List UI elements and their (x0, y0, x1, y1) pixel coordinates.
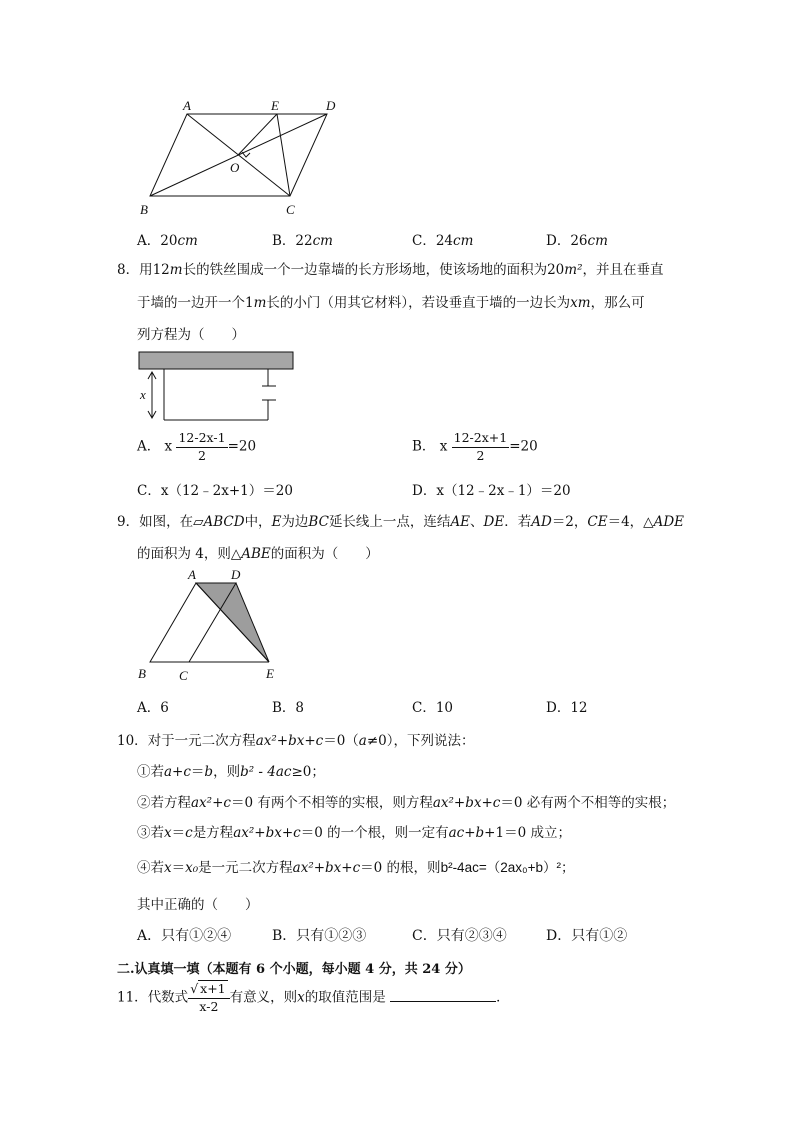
variable: DE (483, 514, 505, 530)
text: ＝ (190, 764, 205, 780)
q9-option-b[interactable] (272, 696, 304, 716)
q7-right-angle-mark (242, 152, 250, 157)
q8-wall (139, 352, 293, 369)
text: 长的铁丝围成一个一边靠墙的长方形场地，使该场地的面积为 (182, 262, 548, 278)
option-text: 只有①②③ (296, 928, 367, 944)
text: ＝0 的一个根，则一定有 (300, 825, 449, 841)
option-unit: cm (587, 233, 608, 249)
text: 的取值范围是 (304, 989, 386, 1006)
q7-label-a: A (183, 98, 191, 113)
fraction (176, 432, 227, 462)
option-variable: x (164, 438, 173, 455)
text: ．若 (504, 514, 532, 530)
q10-statement-1 (137, 760, 325, 780)
variable: ▱ABCD (193, 514, 245, 530)
option-letter: C． (412, 700, 436, 716)
option-value: 10 (435, 700, 454, 716)
option-unit: cm (453, 233, 474, 249)
q9-label-c: C (179, 668, 188, 683)
variable: xm (570, 295, 591, 311)
q9-label-e: E (266, 666, 274, 681)
text: ，那么可 (590, 295, 645, 311)
text: ③若 (137, 825, 164, 841)
text: 中， (244, 514, 272, 530)
unit: m (169, 262, 183, 278)
option-text: 只有①②④ (161, 928, 232, 944)
q10-statement-2 (137, 791, 675, 811)
variable: b (204, 764, 214, 780)
option-rhs: =20 (227, 438, 257, 455)
option-rhs: =20 (509, 438, 538, 455)
numerator: 12-2x-1 (176, 432, 227, 448)
q9-figure (132, 566, 292, 684)
text: 的面积为（ ） (270, 546, 379, 562)
text: ＝0（ (323, 733, 359, 749)
text: 、 (470, 514, 484, 530)
option-letter: B． (272, 928, 297, 944)
variable: x (297, 989, 305, 1006)
variable: x (164, 825, 172, 841)
q7-option-a[interactable] (137, 229, 198, 249)
equation: ac+b (448, 825, 485, 841)
q7-option-c[interactable] (412, 229, 473, 249)
text: 为边 (281, 514, 309, 530)
answer-blank[interactable] (390, 989, 496, 1002)
variable: x₀ (185, 860, 199, 876)
option-value: 24 (435, 233, 454, 249)
option-value: 26 (570, 233, 588, 249)
q7-figure (130, 92, 360, 222)
q9-option-d[interactable] (546, 696, 588, 716)
text: 12 (152, 262, 170, 278)
text: ＝0 的根，则 (360, 860, 441, 876)
variable: a (358, 733, 367, 749)
text: 于墙的一边开一个 (137, 295, 245, 311)
option-letter: B． (272, 233, 296, 249)
q8-option-a[interactable] (137, 432, 256, 462)
q10-statement-3 (137, 821, 571, 841)
q10-option-a[interactable] (137, 925, 231, 945)
variable: AE (450, 514, 471, 530)
q8-line-2 (137, 291, 645, 311)
text: 长的小门（用其它材料），若设垂直于墙的一边长为 (266, 295, 571, 311)
fraction (452, 432, 510, 462)
question-number: 11． (117, 989, 148, 1006)
option-unit: cm (177, 233, 198, 249)
text: 是一元二次方程 (198, 860, 293, 876)
text: 1 (245, 295, 254, 311)
radicand: x+1 (200, 981, 226, 996)
variable: AD (531, 514, 552, 530)
option-variable: x (439, 438, 448, 455)
text: ，则 (213, 764, 241, 780)
equation: ax²+bx+c (255, 733, 324, 749)
text: 代数式 (147, 989, 189, 1006)
q8-option-c[interactable] (137, 479, 293, 499)
q7-option-b[interactable] (272, 229, 333, 249)
q7-label-e: E (271, 98, 279, 113)
denominator: x-2 (199, 998, 219, 1014)
numerator: 12-2x+1 (452, 432, 510, 448)
text: ②若方程 (137, 795, 191, 811)
text: 其中正确的（ ） (137, 897, 259, 913)
variable: BC (308, 514, 329, 530)
equation: b² - 4ac (240, 764, 292, 780)
q9-label-d: D (231, 567, 241, 582)
q9-option-c[interactable] (412, 696, 453, 716)
q8-label-x: x (140, 387, 146, 402)
option-value: 20 (160, 233, 178, 249)
formula: b²-4ac=（2ax₀+b）²； (440, 860, 575, 875)
text: 用 (139, 262, 153, 278)
option-letter: A． (137, 700, 161, 716)
option-letter: A． (137, 233, 161, 249)
q8-option-d[interactable] (412, 479, 571, 499)
variable: E (271, 514, 282, 530)
option-letter: A． (137, 928, 162, 944)
text: ． (496, 989, 510, 1006)
q7-label-o: O (230, 160, 240, 175)
equation: ax²+c (191, 795, 231, 811)
question-number: 9． (117, 514, 140, 530)
text: ＝0 必有两个不相等的实根； (500, 795, 676, 811)
text: ＝0 有两个不相等的实根，则方程 (230, 795, 433, 811)
q10-question (137, 893, 259, 913)
variable: c (185, 825, 193, 841)
text: 有意义，则 (229, 989, 298, 1006)
q8-line-3 (137, 323, 245, 343)
fraction (188, 983, 229, 1013)
variable: CE (587, 514, 608, 530)
text: +1＝0 成立； (484, 825, 571, 841)
text: 20 (547, 262, 565, 278)
text: 如图，在 (139, 514, 194, 530)
numerator: √ x+1 (188, 983, 229, 999)
q10-statement-4 (137, 856, 574, 876)
option-letter: D． (412, 483, 437, 499)
q9-label-a: A (188, 567, 196, 582)
equation: ax²+bx+c (432, 795, 501, 811)
option-text: 只有②③④ (436, 928, 507, 944)
question-number: 8． (117, 262, 140, 278)
text: ≥0； (291, 764, 325, 780)
section-heading: 二.认真填一填（本题有 6 个小题，每小题 4 分，共 24 分） (117, 962, 471, 977)
q8-figure (135, 350, 300, 425)
equation: a+c (164, 764, 191, 780)
text: 对于一元二次方程 (147, 733, 256, 749)
text: ＝ (171, 860, 186, 876)
text: 列方程为（ ） (137, 327, 245, 343)
option-letter: C． (412, 233, 436, 249)
q10-intro (117, 729, 475, 749)
option-letter: D． (546, 928, 572, 944)
q10-option-d[interactable] (546, 925, 627, 945)
q8-option-b[interactable] (412, 432, 538, 462)
text: ，并且在垂直 (582, 262, 664, 278)
option-letter: B． (412, 438, 436, 455)
option-value: 22 (295, 233, 313, 249)
option-text: x（12﹣2x+1）＝20 (160, 483, 293, 499)
option-letter: D． (546, 233, 571, 249)
q7-label-b: B (140, 202, 148, 217)
q7-option-d[interactable] (546, 229, 608, 249)
unit: m² (564, 262, 583, 278)
text: ＝2， (551, 514, 588, 530)
variable: x (164, 860, 172, 876)
option-letter: C． (137, 483, 161, 499)
q9-line-2 (137, 542, 379, 562)
q7-label-d: D (326, 98, 336, 113)
option-value: 8 (295, 700, 305, 716)
unit: m (253, 295, 267, 311)
text: ④若 (137, 860, 164, 876)
q11-line (117, 983, 510, 1013)
text: 延长线上一点，连结 (328, 514, 451, 530)
text: ＝ (171, 825, 186, 841)
q9-label-b: B (138, 666, 146, 681)
text: 是方程 (192, 825, 234, 841)
option-letter: C． (412, 928, 437, 944)
q9-line-1 (117, 510, 684, 530)
q7-segment-ec (277, 114, 290, 196)
variable: ABE (241, 546, 271, 562)
option-letter: A． (137, 438, 161, 455)
equation: ax²+bx+c (292, 860, 361, 876)
option-value: 6 (160, 700, 169, 716)
q10-option-c[interactable] (412, 925, 507, 945)
option-letter: B． (272, 700, 296, 716)
option-value: 12 (570, 700, 588, 716)
question-number: 10． (117, 733, 148, 749)
text: ≠0），下列说法： (366, 733, 475, 749)
option-letter: D． (546, 700, 571, 716)
q7-label-c: C (286, 202, 295, 217)
equation: ax²+bx+c (233, 825, 301, 841)
q9-option-a[interactable] (137, 696, 169, 716)
denominator: 2 (476, 447, 485, 463)
text: 的面积为 4，则△ (137, 546, 242, 562)
option-text: x（12﹣2x﹣1）＝20 (436, 483, 571, 499)
q7-segment-eo (238, 114, 277, 155)
text: ①若 (137, 764, 164, 780)
q10-option-b[interactable] (272, 925, 366, 945)
text: ＝4，△ (607, 514, 654, 530)
variable: ADE (653, 514, 685, 530)
option-unit: cm (312, 233, 333, 249)
denominator: 2 (198, 447, 206, 463)
option-text: 只有①② (571, 928, 628, 944)
q8-line-1 (117, 258, 664, 278)
